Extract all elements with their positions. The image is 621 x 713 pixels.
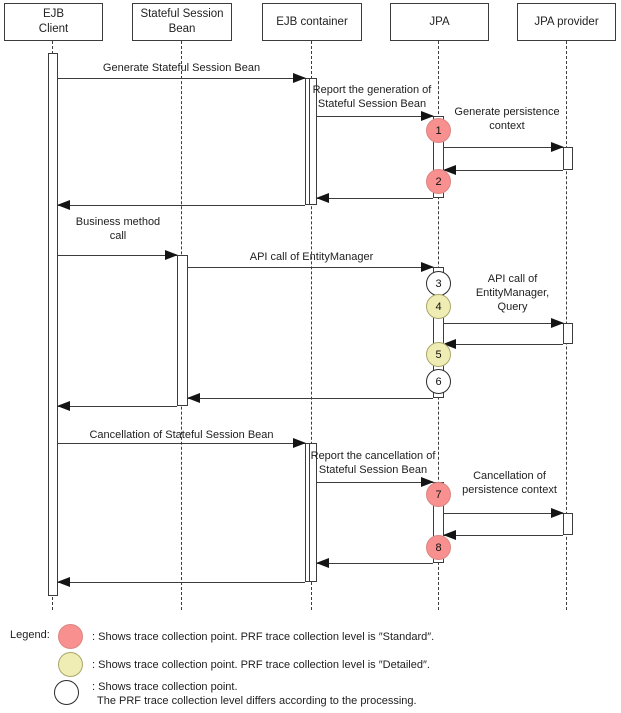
trace-point-6 bbox=[426, 369, 451, 394]
activation-jpa-provider-2 bbox=[563, 323, 573, 344]
message-generate-persistence-context bbox=[444, 147, 563, 148]
arrowhead-icon bbox=[57, 577, 70, 587]
message-cancellation-stateful-session-bean bbox=[58, 443, 305, 444]
actor-label: EJB bbox=[42, 8, 65, 21]
legend-item-text: The PRF trace collection level differs according to the processing. bbox=[97, 695, 417, 707]
actor-label: Bean bbox=[168, 23, 196, 35]
message-label bbox=[58, 61, 305, 75]
trace-point-8 bbox=[426, 535, 451, 560]
trace-point-number: 7 bbox=[435, 488, 442, 501]
trace-point-4 bbox=[426, 294, 451, 319]
return-provider-to-jpa-1 bbox=[444, 170, 563, 171]
return-jpa-to-container-1 bbox=[317, 198, 433, 199]
arrowhead-icon bbox=[316, 558, 329, 568]
activation-ejb-client bbox=[48, 53, 58, 596]
arrowhead-icon bbox=[551, 508, 564, 518]
message-label bbox=[444, 105, 570, 133]
return-jpa-to-bean bbox=[188, 398, 433, 399]
label-line: Stateful Session Bean bbox=[318, 464, 428, 476]
label-line: context bbox=[489, 120, 525, 132]
arrowhead-icon bbox=[551, 318, 564, 328]
message-label bbox=[308, 83, 436, 111]
actor-label: Stateful Session bbox=[140, 8, 224, 21]
actor-box-ejb-client bbox=[4, 3, 103, 41]
label-line: Cancellation of Stateful Session Bean bbox=[89, 429, 274, 441]
message-api-call-entitymanager bbox=[188, 267, 433, 268]
actor-box-jpa bbox=[390, 3, 489, 41]
message-cancellation-persistence-context bbox=[444, 513, 563, 514]
actor-label: JPA bbox=[429, 15, 450, 28]
actor-box-stateful-session-bean bbox=[132, 3, 232, 41]
arrowhead-icon bbox=[316, 193, 329, 203]
arrowhead-icon bbox=[57, 401, 70, 411]
return-jpa-to-container-2 bbox=[317, 563, 433, 564]
label-line: Generate persistence bbox=[454, 106, 560, 118]
message-business-method-call bbox=[58, 255, 177, 256]
trace-point-number: 4 bbox=[435, 300, 442, 313]
label-line: Cancellation of bbox=[473, 470, 546, 482]
return-container-to-client-2 bbox=[58, 582, 305, 583]
legend-title: Legend: bbox=[10, 629, 50, 641]
legend-item-variable bbox=[92, 680, 417, 708]
trace-point-number: 1 bbox=[435, 124, 442, 137]
actor-box-ejb-container bbox=[262, 3, 362, 41]
return-provider-to-jpa-3 bbox=[444, 535, 563, 536]
label-line: call bbox=[109, 230, 127, 242]
trace-point-2 bbox=[426, 169, 451, 194]
message-label bbox=[62, 215, 174, 243]
message-api-call-entitymanager-query bbox=[444, 323, 563, 324]
legend-item-text: : Shows trace collection point. PRF trace collection level is ″Detailed″. bbox=[92, 659, 430, 671]
label-line: Query bbox=[497, 301, 528, 313]
arrowhead-icon bbox=[551, 142, 564, 152]
return-bean-to-client bbox=[58, 406, 177, 407]
return-provider-to-jpa-2 bbox=[444, 344, 563, 345]
actor-label: Client bbox=[38, 23, 69, 35]
label-line: API call of bbox=[487, 273, 538, 285]
message-label bbox=[450, 272, 575, 314]
trace-point-3 bbox=[426, 271, 451, 296]
trace-point-number: 3 bbox=[435, 277, 442, 290]
message-report-cancellation bbox=[317, 482, 433, 483]
trace-point-7 bbox=[426, 482, 451, 507]
legend-item-detailed bbox=[92, 658, 430, 672]
activation-stateful-session-bean bbox=[177, 255, 188, 406]
label-line: Stateful Session Bean bbox=[317, 98, 427, 110]
arrowhead-icon bbox=[165, 250, 178, 260]
return-container-to-client-1 bbox=[58, 205, 305, 206]
actor-label: EJB container bbox=[276, 15, 348, 28]
actor-box-jpa-provider bbox=[517, 3, 616, 41]
trace-point-number: 6 bbox=[435, 375, 442, 388]
trace-point-5 bbox=[426, 342, 451, 367]
legend-item-text: : Shows trace collection point. PRF trace collection level is ″Standard″. bbox=[92, 631, 435, 643]
message-label bbox=[447, 469, 572, 497]
legend-item-standard bbox=[92, 630, 434, 644]
activation-jpa-provider-1 bbox=[563, 147, 573, 170]
label-line: Generate Stateful Session Bean bbox=[102, 62, 261, 74]
message-label bbox=[58, 428, 305, 442]
activation-jpa-provider-3 bbox=[563, 513, 573, 535]
arrowhead-icon bbox=[57, 200, 70, 210]
actor-label: JPA provider bbox=[534, 15, 599, 28]
legend-item-text: : Shows trace collection point. bbox=[92, 681, 238, 693]
message-label bbox=[190, 250, 433, 264]
label-line: persistence context bbox=[462, 484, 557, 496]
label-line: Report the generation of bbox=[312, 84, 432, 96]
label-line: API call of EntityManager bbox=[249, 251, 374, 263]
trace-point-number: 5 bbox=[435, 348, 442, 361]
message-report-generation bbox=[317, 116, 433, 117]
legend-swatch-standard bbox=[58, 624, 83, 649]
label-line: Report the cancellation of bbox=[310, 450, 436, 462]
message-label bbox=[308, 449, 438, 477]
label-line: Business method bbox=[75, 216, 161, 228]
arrowhead-icon bbox=[187, 393, 200, 403]
trace-point-number: 8 bbox=[435, 541, 442, 554]
message-generate-stateful-session-bean bbox=[58, 78, 305, 79]
legend-swatch-variable bbox=[54, 680, 79, 705]
legend-swatch-detailed bbox=[58, 652, 83, 677]
trace-point-number: 2 bbox=[435, 175, 442, 188]
trace-point-1 bbox=[426, 118, 451, 143]
label-line: EntityManager, bbox=[475, 287, 550, 299]
